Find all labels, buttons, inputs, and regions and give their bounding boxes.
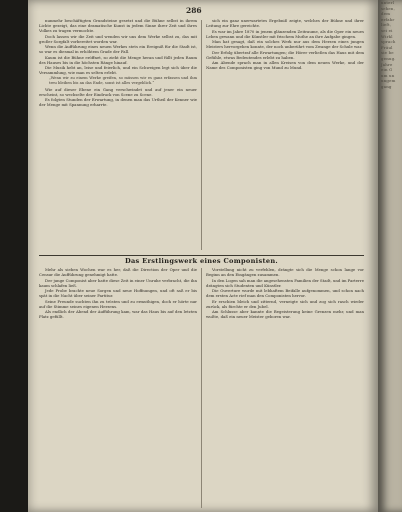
- paragraph: Seine Freunde suchten ihn zu trösten und zu ermuthigen, doch er hörte nur auf die Stimme seines eigenen Herzens.: [39, 298, 197, 309]
- paragraph: Man hat gesagt, daß ein solches Werk nur aus dem Herzen eines jungen Meisters hervorgehen konnte, der noch unberührt vom Zwange der Schule war.: [206, 39, 364, 50]
- paragraph: In den Logen sah man die angesehensten Familien der Stadt, und im Parterre drängten sich Studenten und Künstler.: [206, 277, 364, 288]
- text-fragment: lieft,: [381, 22, 392, 28]
- column-right-top: [206, 18, 364, 250]
- text-fragment: sei ei: [381, 27, 393, 33]
- paragraph: Vorstellung nicht zu verfehlen, drängte sich die Menge schon lange vor Beginn an den Eingängen zusammen.: [206, 267, 364, 278]
- quotation: „Wenn wir zu einem Werke greifen, so müssen wir es ganz erfassen und ihm treu bleiben bis an das Ende, sonst ist alles vergeblich.“: [49, 76, 197, 86]
- paragraph: Doch lassen wir die Zeit und wenden wir uns dem Werke selbst zu, das mit großer Sorgfalt vorbereitet worden war.: [39, 33, 197, 44]
- paragraph: Es war im Jahre 1870 in jenem glänzenden Zeitraume, als die Oper ein neues Leben gewann und die Künstler mit frischem Muthe an ihre Aufgabe gingen.: [206, 28, 364, 39]
- text-fragment: unterl: [381, 0, 395, 5]
- paragraph: Die Musik hebt an, leise und feierlich, und ein Schweigen legt sich über die Versammlung, wie man es selten erlebt.: [39, 65, 197, 76]
- column-divider-top: [201, 20, 202, 250]
- paragraph: nunmehr beschäftigten Grundsteine gesetzt und die Bühne selbst in ihrem Lichte gezeigt, das eine dramatische Kunst in jedem Sinne ihrer Zeit und ihres Volkes zu tragen vermochte.: [39, 18, 197, 34]
- text-fragment: sprach: [381, 39, 396, 45]
- column-left-top: [39, 18, 197, 250]
- column-right-bottom: [206, 267, 364, 511]
- paragraph: Der Erfolg übertraf alle Erwartungen; die Hörer verließen das Haus mit dem Gefühle, etwas Bedeutendes erlebt zu haben.: [206, 49, 364, 60]
- paragraph: Der junge Componist aber hatte diese Zeit in einer Unruhe verbracht, die ihn kaum schlafen ließ.: [39, 277, 197, 288]
- paragraph: Am Abende sprach man in allen Kreisen von dem neuen Werke, und der Name des Componisten ging von Mund zu Mund.: [206, 60, 364, 71]
- text-fragment: Fräul: [381, 44, 393, 50]
- text-fragment: sie be: [381, 50, 394, 56]
- section-title: Das Erstlingswerk eines Componisten.: [124, 257, 279, 265]
- page-number: 286: [186, 6, 202, 15]
- text-fragment: erfahr: [381, 16, 395, 22]
- adjacent-page-edge: [378, 0, 402, 512]
- paragraph: Er erschien bleich und zitternd, verneigte sich und zog sich rasch wieder zurück, als fürchte er den Jubel.: [206, 298, 364, 309]
- newspaper-page: [28, 0, 378, 512]
- paragraph: Jede Probe brachte neue Sorgen und neue Hoffnungen, und oft saß er bis spät in die Nacht über seiner Partitur.: [39, 288, 197, 299]
- paragraph: sich ein ganz unerwartetes Ergebniß zeigte, welches der Bühne und ihrer Leitung zur Ehre gereichte.: [206, 18, 364, 29]
- paragraph: Es folgten Stunden der Erwartung, in denen man das Urtheil der Kenner wie der Menge mit Spannung erharrte.: [39, 97, 197, 108]
- text-fragment: ein G: [381, 67, 393, 73]
- column-divider-bottom: [201, 268, 202, 508]
- text-fragment: ungem: [381, 78, 396, 84]
- paragraph: Die Ouverture wurde mit lebhaftem Beifalle aufgenommen, und schon nach dem ersten Acte rief man den Componisten hervor.: [206, 288, 364, 299]
- text-fragment: genug.: [381, 55, 396, 61]
- text-fragment: gang: [381, 83, 392, 89]
- paragraph: Wenn die Aufführung eines neuen Werkes stets ein Ereigniß für die Stadt ist, so war es diesmal in erhöhtem Grade der Fall.: [39, 44, 197, 55]
- text-fragment: sehen,: [381, 5, 396, 11]
- section-rule: [39, 255, 364, 256]
- paragraph: Wie auf dieser Ebene ein Gang verschwindet und auf jener ein neuer erscheint, so wechselte der Eindruck von Scene zu Scene.: [39, 86, 197, 97]
- text-fragment: Jahre: [381, 61, 393, 67]
- column-left-bottom: [39, 267, 197, 511]
- paragraph: Als endlich der Abend der Aufführung kam, war das Haus bis auf den letzten Platz gefüllt.: [39, 309, 197, 320]
- paragraph: Am Schlusse aber kannte die Begeisterung keine Grenzen mehr, und man wußte, daß ein neuer Meister geboren war.: [206, 309, 364, 320]
- text-fragment: um un: [381, 72, 395, 78]
- paragraph: Kaum ist die Bühne eröffnet, so zieht die Menge heran und füllt jeden Raum des Hauses bis in die höchsten Ränge hinauf.: [39, 54, 197, 65]
- paragraph: Mehr als sieben Wochen war es her, daß die Direction der Oper und die Censur die Aufführung genehmigt hatte.: [39, 267, 197, 278]
- text-fragment: Wirkl: [381, 33, 393, 39]
- text-fragment: dem: [381, 11, 391, 17]
